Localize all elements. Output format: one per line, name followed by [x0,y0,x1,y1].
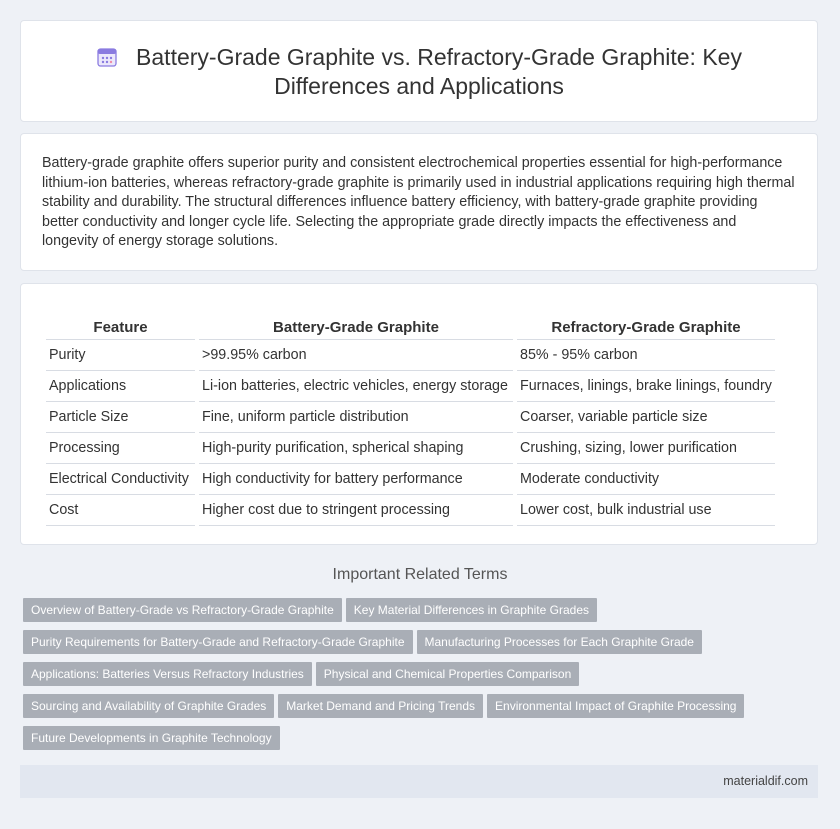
related-term-tag[interactable]: Physical and Chemical Properties Comparison [316,662,579,686]
related-term-tag[interactable]: Purity Requirements for Battery-Grade and Refractory-Grade Graphite [23,630,413,654]
related-term-tag[interactable]: Applications: Batteries Versus Refractory Industries [23,662,312,686]
cell-refractory: Moderate conductivity [517,464,775,495]
comparison-table [42,313,779,526]
title-line-1: Battery-Grade Graphite vs. Refractory-Grade Graphite: Key [136,44,742,70]
cell-refractory: Coarser, variable particle size [517,402,775,433]
related-term-tag[interactable]: Market Demand and Pricing Trends [278,694,483,718]
cell-feature: Processing [46,433,195,464]
table-row [46,464,775,495]
footer [20,765,818,798]
related-terms-list [23,598,783,758]
related-term-tag[interactable]: Future Developments in Graphite Technology [23,726,280,750]
cell-refractory: Lower cost, bulk industrial use [517,495,775,526]
cell-refractory: Furnaces, linings, brake linings, foundry [517,371,775,402]
related-terms-heading: Important Related Terms [332,566,508,583]
cell-battery: High-purity purification, spherical shaping [199,433,513,464]
table-row [46,371,775,402]
footer-site-link[interactable]: materialdif.com [723,774,808,788]
cell-battery: Li-ion batteries, electric vehicles, energy storage [199,371,513,402]
related-term-tag[interactable]: Environmental Impact of Graphite Processing [487,694,744,718]
cell-battery: >99.95% carbon [199,339,513,371]
table-row [46,433,775,464]
cell-refractory: Crushing, sizing, lower purification [517,433,775,464]
table-row [46,339,775,371]
header-refractory-grade: Refractory-Grade Graphite [551,318,741,336]
related-term-tag[interactable]: Manufacturing Processes for Each Graphite Grade [417,630,702,654]
table-row [46,402,775,433]
related-term-tag[interactable]: Overview of Battery-Grade vs Refractory-Grade Graphite [23,598,342,622]
cell-feature: Applications [46,371,195,402]
cell-battery: Higher cost due to stringent processing [199,495,513,526]
comparison-table-card [20,283,818,545]
title-line-2: Differences and Applications [274,73,564,99]
cell-refractory: 85% - 95% carbon [517,339,775,371]
header-feature: Feature [93,318,148,336]
header-card [20,20,818,122]
cell-feature: Purity [46,339,195,371]
table-header-row [46,313,775,339]
intro-paragraph: Battery-grade graphite offers superior purity and consistent electrochemical properties essential for high-performance lithium-ion batteries, whereas refractory-grade graphite is primarily used in industrial applications requiring high thermal stability and durability. The structural differences influence battery efficiency, with battery-grade graphite providing better conductivity and longer cycle life. Selecting the appropriate grade directly impacts the effectiveness and longevity of energy storage solutions. [42,155,795,250]
intro-card [20,133,818,271]
cell-battery: High conductivity for battery performance [199,464,513,495]
header-battery-grade: Battery-Grade Graphite [273,318,439,336]
related-term-tag[interactable]: Sourcing and Availability of Graphite Grades [23,694,274,718]
related-term-tag[interactable]: Key Material Differences in Graphite Grades [346,598,597,622]
cell-feature: Cost [46,495,195,526]
calendar-icon [96,46,118,68]
cell-feature: Particle Size [46,402,195,433]
cell-battery: Fine, uniform particle distribution [199,402,513,433]
page-title [21,43,817,101]
table-row [46,495,775,526]
cell-feature: Electrical Conductivity [46,464,195,495]
